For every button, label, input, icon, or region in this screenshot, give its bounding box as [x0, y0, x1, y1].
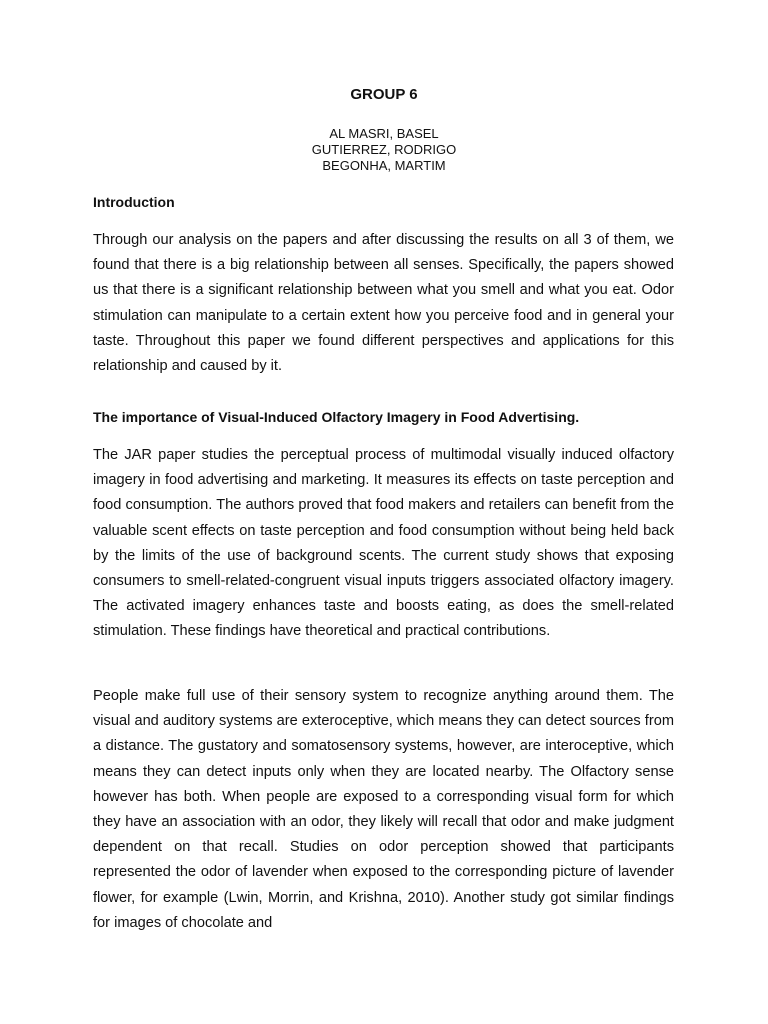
group-title: GROUP 6	[350, 86, 418, 103]
sensory-system-paragraph: People make full use of their sensory system to recognize anything around them. The visual and auditory systems are exteroceptive, which means they can detect sources from a distance. The gustatory and somatosensory systems, however, are interoceptive, which means they can detect inputs only when they are located nearby. The Olfactory sense however has both. When people are exposed to a corresponding visual form for which they have an association with an odor, they likely will recall that odor and make judgment dependent on that recall. Studies on odor perception showed that participants represented the odor of lavender when exposed to the corresponding picture of lavender flower, for example (Lwin, Morrin, and Krishna, 2010). Another study got similar findings for images of chocolate and	[93, 688, 674, 931]
author-list	[0, 126, 768, 174]
introduction-paragraph: Through our analysis on the papers and after discussing the results on all 3 of them, we found that there is a big relationship between all senses. Specifically, the papers showed us that there is a significant relationship between what you smell and what you eat. Odor stimulation can manipulate to a certain extent how you perceive food and in general your taste. Throughout this paper we found different perspectives and applications for this relationship and caused by it.	[93, 232, 674, 375]
jar-paper-paragraph: The JAR paper studies the perceptual process of multimodal visually induced olfactory imagery in food advertising and marketing. It measures its effects on taste perception and food consumption. The authors proved that food makers and retailers can benefit from the valuable scent effects on taste perception and food consumption without being held back by the limits of the use of background scents. The current study shows that exposing consumers to smell-related-congruent visual inputs triggers associated olfactory imagery. The activated imagery enhances taste and boosts eating, as does the smell-related stimulation. These findings have theoretical and practical contributions.	[93, 447, 674, 640]
author-name: GUTIERREZ, RODRIGO	[311, 142, 457, 157]
section-heading-visual-olfactory: The importance of Visual-Induced Olfactory Imagery in Food Advertising.	[93, 409, 580, 425]
author-name: AL MASRI, BASEL	[329, 126, 439, 141]
author-name: BEGONHA, MARTIM	[322, 158, 446, 173]
section-heading-introduction: Introduction	[93, 194, 175, 210]
